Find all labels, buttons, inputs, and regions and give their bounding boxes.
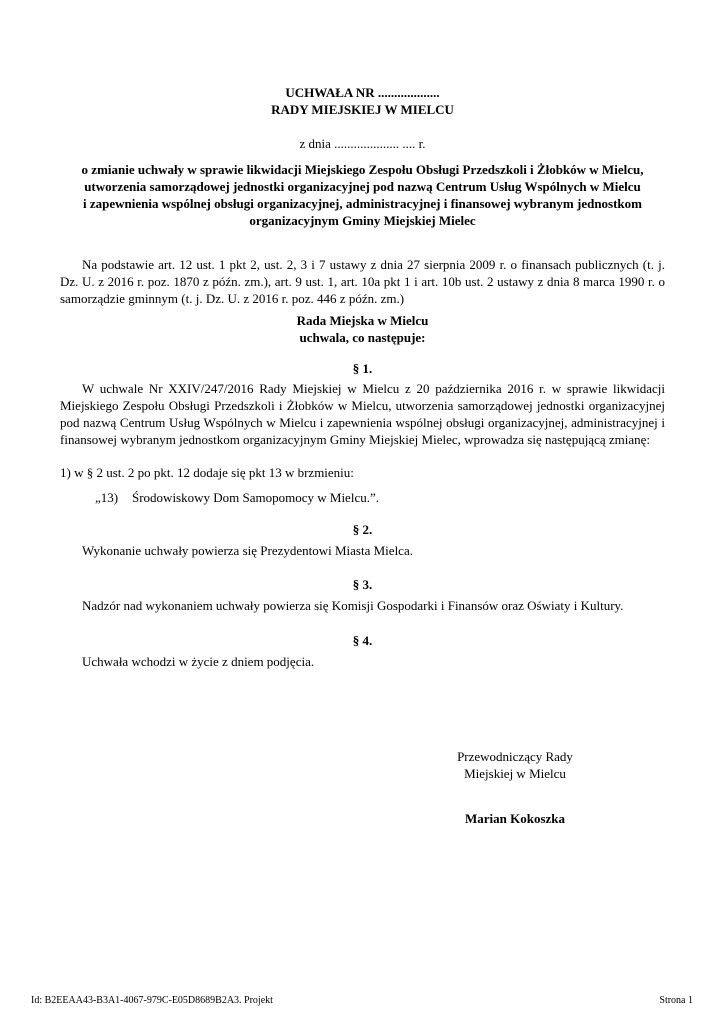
- section-4-heading: § 4.: [352, 633, 373, 648]
- page-number: Strona 1: [659, 995, 693, 1006]
- subject-line-1: o zmianie uchwały w sprawie likwidacji Miejskiego Zespołu Obsługi Przedszkoli i Żłobków w Mielcu,: [81, 162, 644, 177]
- section-3-text: Nadzór nad wykonaniem uchwały powierza się Komisji Gospodarki i Finansów oraz Oświaty i Kultury.: [82, 598, 624, 613]
- section-3-heading: § 3.: [352, 577, 373, 592]
- section-4-text: Uchwała wchodzi w życie z dniem podjęcia.: [82, 654, 315, 669]
- resolution-intro: [0, 312, 725, 346]
- section-1-text: W uchwale Nr XXIV/247/2016 Rady Miejskiej w Mielcu z 20 października 2016 r. w sprawie likwidacji Miejskiego Zespołu Obsługi Przedszkoli i Żłobków w Mielcu, utworzenia samorządowej jednostki organizacyjnej pod nazwą Centrum Usług Wspólnych w Mielcu i zapewnienia wspólnej obsługi organizacyjnej, administracyjnej i finansowej wybranym jednostkom organizacyjnym Gminy Miejskiej Mielec, wprowadza się następującą zmianę:: [60, 381, 665, 447]
- section-1-quote-text: Środowiskowy Dom Samopomocy w Mielcu.”.: [132, 490, 379, 505]
- section-2-heading: § 2.: [352, 522, 373, 537]
- subject-line-3: i zapewnienia wspólnej obsługi organizacyjnej, administracyjnej i finansowej wybranym jednostkom: [82, 196, 642, 211]
- section-1-item: 1) w § 2 ust. 2 po pkt. 12 dodaje się pkt 13 w brzmieniu:: [60, 465, 354, 480]
- subject-line-4: organizacyjnym Gminy Miejskiej Mielec: [249, 213, 476, 228]
- title-line-2: RADY MIEJSKIEJ W MIELCU: [271, 102, 454, 117]
- intro-line-1: Rada Miejska w Mielcu: [296, 313, 429, 328]
- resolution-subject: [60, 161, 665, 229]
- date-line: z dnia .................... .... r.: [299, 136, 426, 151]
- signature-name: Marian Kokoszka: [464, 811, 566, 826]
- signature-block: [420, 748, 610, 782]
- title-line-1: UCHWAŁA NR ...................: [285, 85, 440, 100]
- document-id: Id: B2EEAA43-B3A1-4067-979C-E05D8689B2A3. Projekt: [31, 995, 273, 1006]
- resolution-title: [0, 84, 725, 118]
- section-2-text: Wykonanie uchwały powierza się Prezydentowi Miasta Mielca.: [82, 543, 413, 558]
- subject-line-2: utworzenia samorządowej jednostki organizacyjnej pod nazwą Centrum Usług Wspólnych w Mielcu: [84, 179, 641, 194]
- section-1-heading: § 1.: [352, 361, 373, 376]
- intro-line-2: uchwala, co następuje:: [299, 330, 426, 345]
- signature-role-line-2: Miejskiej w Mielcu: [464, 766, 566, 781]
- section-1-quote-number: „13): [95, 490, 119, 505]
- signature-role-line-1: Przewodniczący Rady: [457, 749, 573, 764]
- legal-basis: Na podstawie art. 12 ust. 1 pkt 2, ust. 2, 3 i 7 ustawy z dnia 27 sierpnia 2009 r. o finansach publicznych (t. j. Dz. U. z 2016 r. poz. 1870 z późn. zm.), art. 9 ust. 1, art. 10a pkt 1 i art. 10b ust. 2 ustawy z dnia 8 marca 1990 r. o samorządzie gminnym (t. j. Dz. U. z 2016 r. poz. 446 z późn. zm.): [60, 257, 665, 306]
